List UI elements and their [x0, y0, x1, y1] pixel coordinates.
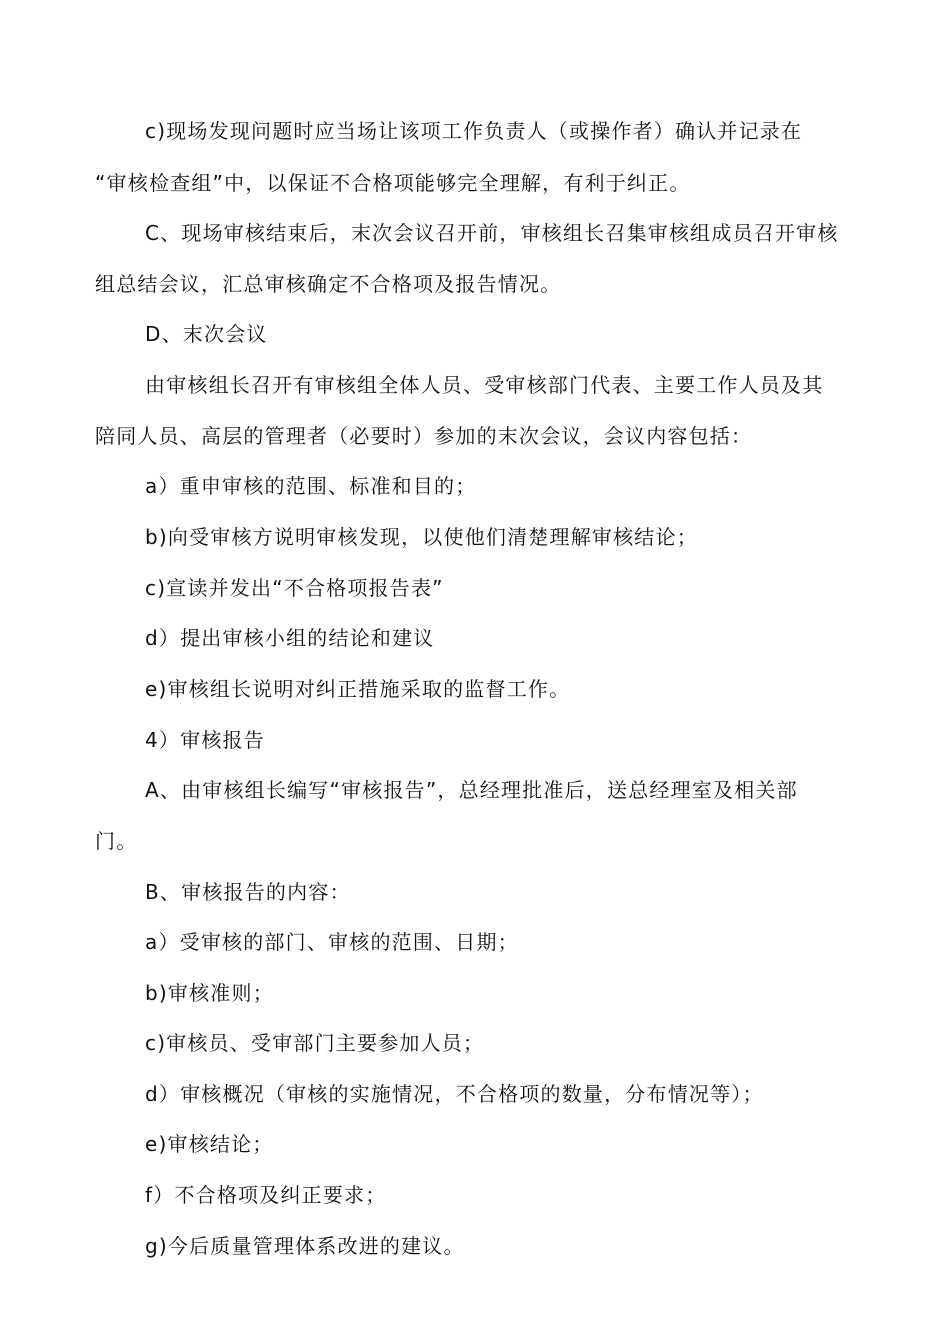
text-line: d）提出审核小组的结论和建议 [145, 626, 435, 650]
text-line: A、由审核组长编写“审核报告”，总经理批准后，送总经理室及相关部 [145, 778, 798, 802]
text-line: 4）审核报告 [145, 728, 265, 752]
text-line: d）审核概况（审核的实施情况，不合格项的数量，分布情况等）； [145, 1082, 764, 1106]
text-line: 由审核组长召开有审核组全体人员、受审核部门代表、主要工作人员及其 [145, 373, 824, 397]
text-line: e)审核结论； [145, 1132, 274, 1156]
text-line: b)向受审核方说明审核发现，以使他们清楚理解审核结论； [145, 525, 698, 549]
text-line: c)审核员、受审部门主要参加人员； [145, 1031, 485, 1055]
text-line: D、末次会议 [145, 322, 268, 346]
text-line: B、审核报告的内容： [145, 880, 351, 904]
text-line: b)审核准则； [145, 981, 274, 1005]
text-line: 组总结会议，汇总审核确定不合格项及报告情况。 [95, 272, 562, 296]
text-line: 陪同人员、高层的管理者（必要时）参加的末次会议，会议内容包括： [95, 424, 753, 448]
text-line: e)审核组长说明对纠正措施采取的监督工作。 [145, 677, 571, 701]
text-line: a）受审核的部门、审核的范围、日期； [145, 930, 519, 954]
text-line: c)现场发现问题时应当场让该项工作负责人（或操作者）确认并记录在 [145, 119, 803, 143]
text-line: 门。 [95, 829, 138, 853]
text-line: a）重申审核的范围、标准和目的； [145, 474, 477, 498]
text-line: f）不合格项及纠正要求； [145, 1183, 387, 1207]
text-line: C、现场审核结束后，末次会议召开前，审核组长召集审核组成员召开审核 [145, 221, 839, 245]
text-line: c)宣读并发出“不合格项报告表” [145, 576, 444, 600]
text-line: “审核检查组”中，以保证不合格项能够完全理解，有利于纠正。 [95, 171, 691, 195]
text-line: g)今后质量管理体系改进的建议。 [145, 1234, 465, 1258]
